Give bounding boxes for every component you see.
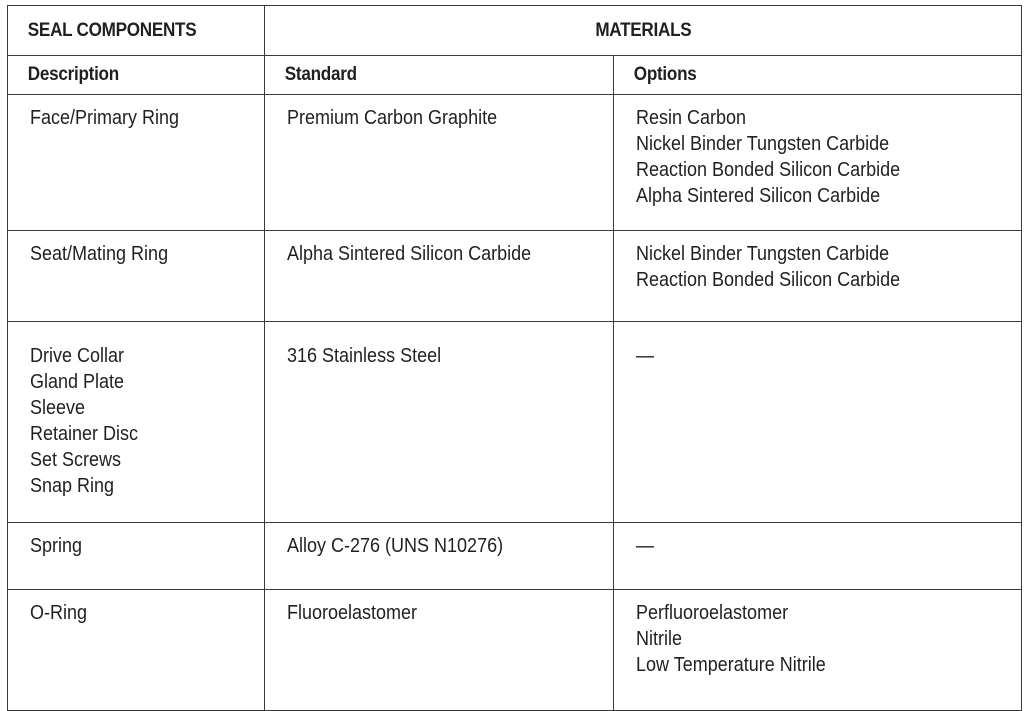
description-cell <box>8 590 265 711</box>
standard-text: Alpha Sintered Silicon Carbide <box>287 243 532 265</box>
options-cell <box>614 523 1022 590</box>
description-text: Drive Collar <box>30 345 125 367</box>
description-text: Spring <box>30 535 83 557</box>
table-title-row <box>8 6 1022 56</box>
materials-header-cell <box>265 6 1022 56</box>
description-text: Sleeve <box>30 397 86 419</box>
option-text: Low Temperature Nitrile <box>636 654 826 676</box>
options-cell <box>614 95 1022 231</box>
materials-header: MATERIALS <box>594 19 692 41</box>
description-text: Gland Plate <box>30 371 125 393</box>
description-text: O-Ring <box>30 602 88 624</box>
option-text: Perfluoroelastomer <box>636 602 789 624</box>
standard-cell <box>265 590 614 711</box>
options-header-cell <box>614 56 1022 95</box>
standard-text: Premium Carbon Graphite <box>287 107 498 129</box>
standard-cell <box>265 231 614 322</box>
standard-text: Alloy C-276 (UNS N10276) <box>287 535 504 557</box>
standard-cell <box>265 322 614 523</box>
options-cell <box>614 590 1022 711</box>
standard-text: 316 Stainless Steel <box>287 345 442 367</box>
options-cell <box>614 231 1022 322</box>
option-text: Reaction Bonded Silicon Carbide <box>636 269 901 291</box>
table-row <box>8 231 1022 322</box>
description-text: Seat/Mating Ring <box>30 243 169 265</box>
standard-header-cell <box>265 56 614 95</box>
option-text: Nickel Binder Tungsten Carbide <box>636 243 890 265</box>
seal-components-header-cell <box>8 6 265 56</box>
standard-cell <box>265 523 614 590</box>
table-row <box>8 322 1022 523</box>
option-text: Resin Carbon <box>636 107 747 129</box>
option-text: — <box>636 535 654 557</box>
description-text: Face/Primary Ring <box>30 107 180 129</box>
column-header-row <box>8 56 1022 95</box>
option-text: — <box>636 345 654 367</box>
option-text: Reaction Bonded Silicon Carbide <box>636 159 901 181</box>
standard-column-header: Standard <box>284 64 357 85</box>
option-text: Alpha Sintered Silicon Carbide <box>636 185 881 207</box>
description-cell <box>8 523 265 590</box>
seal-components-header: SEAL COMPONENTS <box>27 19 197 41</box>
option-text: Nickel Binder Tungsten Carbide <box>636 133 890 155</box>
description-column-header: Description <box>27 64 119 85</box>
description-cell <box>8 322 265 523</box>
table-row <box>8 590 1022 711</box>
option-text: Nitrile <box>636 628 683 650</box>
table-row <box>8 95 1022 231</box>
seal-materials-table <box>7 5 1022 711</box>
options-column-header: Options <box>633 64 697 85</box>
description-text: Snap Ring <box>30 475 115 497</box>
description-cell <box>8 95 265 231</box>
standard-text: Fluoroelastomer <box>287 602 418 624</box>
table-row <box>8 523 1022 590</box>
description-text: Set Screws <box>30 449 122 471</box>
standard-cell <box>265 95 614 231</box>
description-header-cell <box>8 56 265 95</box>
options-cell <box>614 322 1022 523</box>
description-cell <box>8 231 265 322</box>
description-text: Retainer Disc <box>30 423 139 445</box>
